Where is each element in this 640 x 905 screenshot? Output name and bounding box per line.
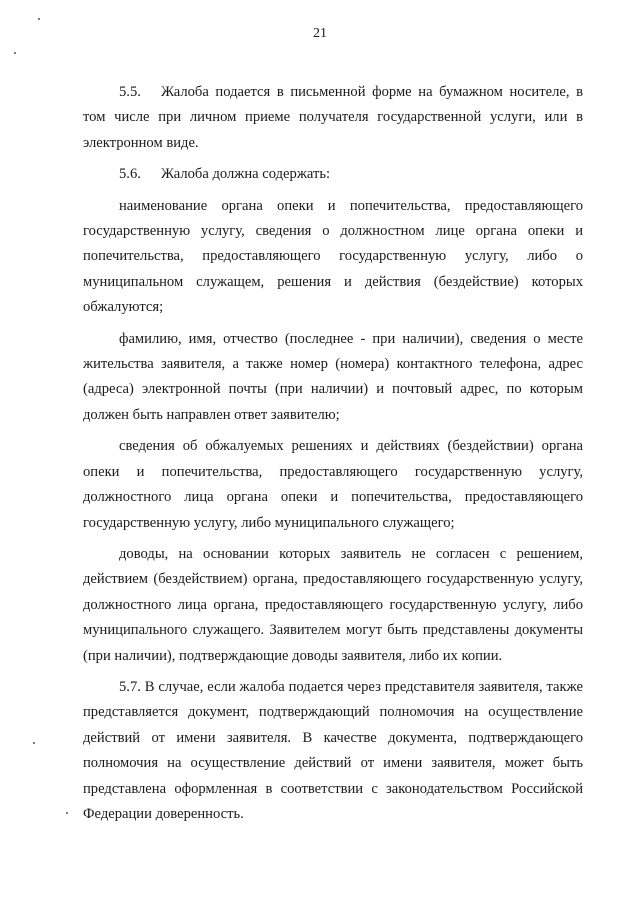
paragraph-text: доводы, на основании которых заявитель не согласен с решением, действием (бездействием) органа, предоставляющего государственную услугу, должностного лица органа, предоставляющего государственную услугу, либо муниципального служащего. Заявителем могут быть представлены документы (при наличии), подтверждающие доводы заявителя, либо их копии. (83, 545, 583, 664)
paragraph-text: фамилию, имя, отчество (последнее - при наличии), сведения о месте жительства заявителя, а также номер (номера) контактного телефона, адрес (адреса) электронной почты (при наличии) и почтовый адрес, по которым должен быть направлен ответ заявителю; (83, 330, 583, 423)
paragraph-text: 5.7. В случае, если жалоба подается через представителя заявителя, также представляется документ, подтверждающий полномочия на осуществление действий от имени заявителя. В качестве документа, подтверждающего полномочия на осуществление действий от имени заявителя, может быть представлена оформленная в соответствии с законодательством Российской Федерации доверенность. (83, 678, 583, 822)
clause-number: 5.5. (119, 84, 141, 100)
paragraph-5-6 (83, 162, 583, 187)
paragraph-applicant-info (83, 327, 583, 429)
scan-speck (14, 52, 16, 54)
paragraph-text: Жалоба должна содержать: (161, 166, 331, 183)
paragraph-5-5 (83, 80, 583, 156)
document-body (83, 80, 583, 833)
scan-speck (33, 742, 35, 744)
paragraph-5-7 (83, 675, 583, 827)
paragraph-authority-name (83, 194, 583, 321)
paragraph-text: наименование органа опеки и попечительства, предоставляющего государственную услугу, сведения о должностном лице органа опеки и попечительства, предоставляющего государственную услугу, либо о муниципальном служащем, решения и действия (бездействие) которых обжалуются; (83, 197, 583, 316)
paragraph-text: Жалоба подается в письменной форме на бумажном носителе, в том числе при личном приеме получателя государственной услуги, или в электронном виде. (83, 84, 583, 151)
paragraph-arguments (83, 542, 583, 669)
clause-number: 5.6. (119, 166, 141, 183)
scan-speck (66, 812, 68, 814)
paragraph-appealed-decisions (83, 434, 583, 536)
scan-speck (38, 18, 40, 20)
paragraph-text: сведения об обжалуемых решениях и действиях (бездействии) органа опеки и попечительства, предоставляющего государственную услугу, должностного лица органа опеки и попечительства, предоставляющего государственную услугу, либо муниципального служащего; (83, 438, 583, 531)
page-number: 21 (313, 26, 327, 41)
